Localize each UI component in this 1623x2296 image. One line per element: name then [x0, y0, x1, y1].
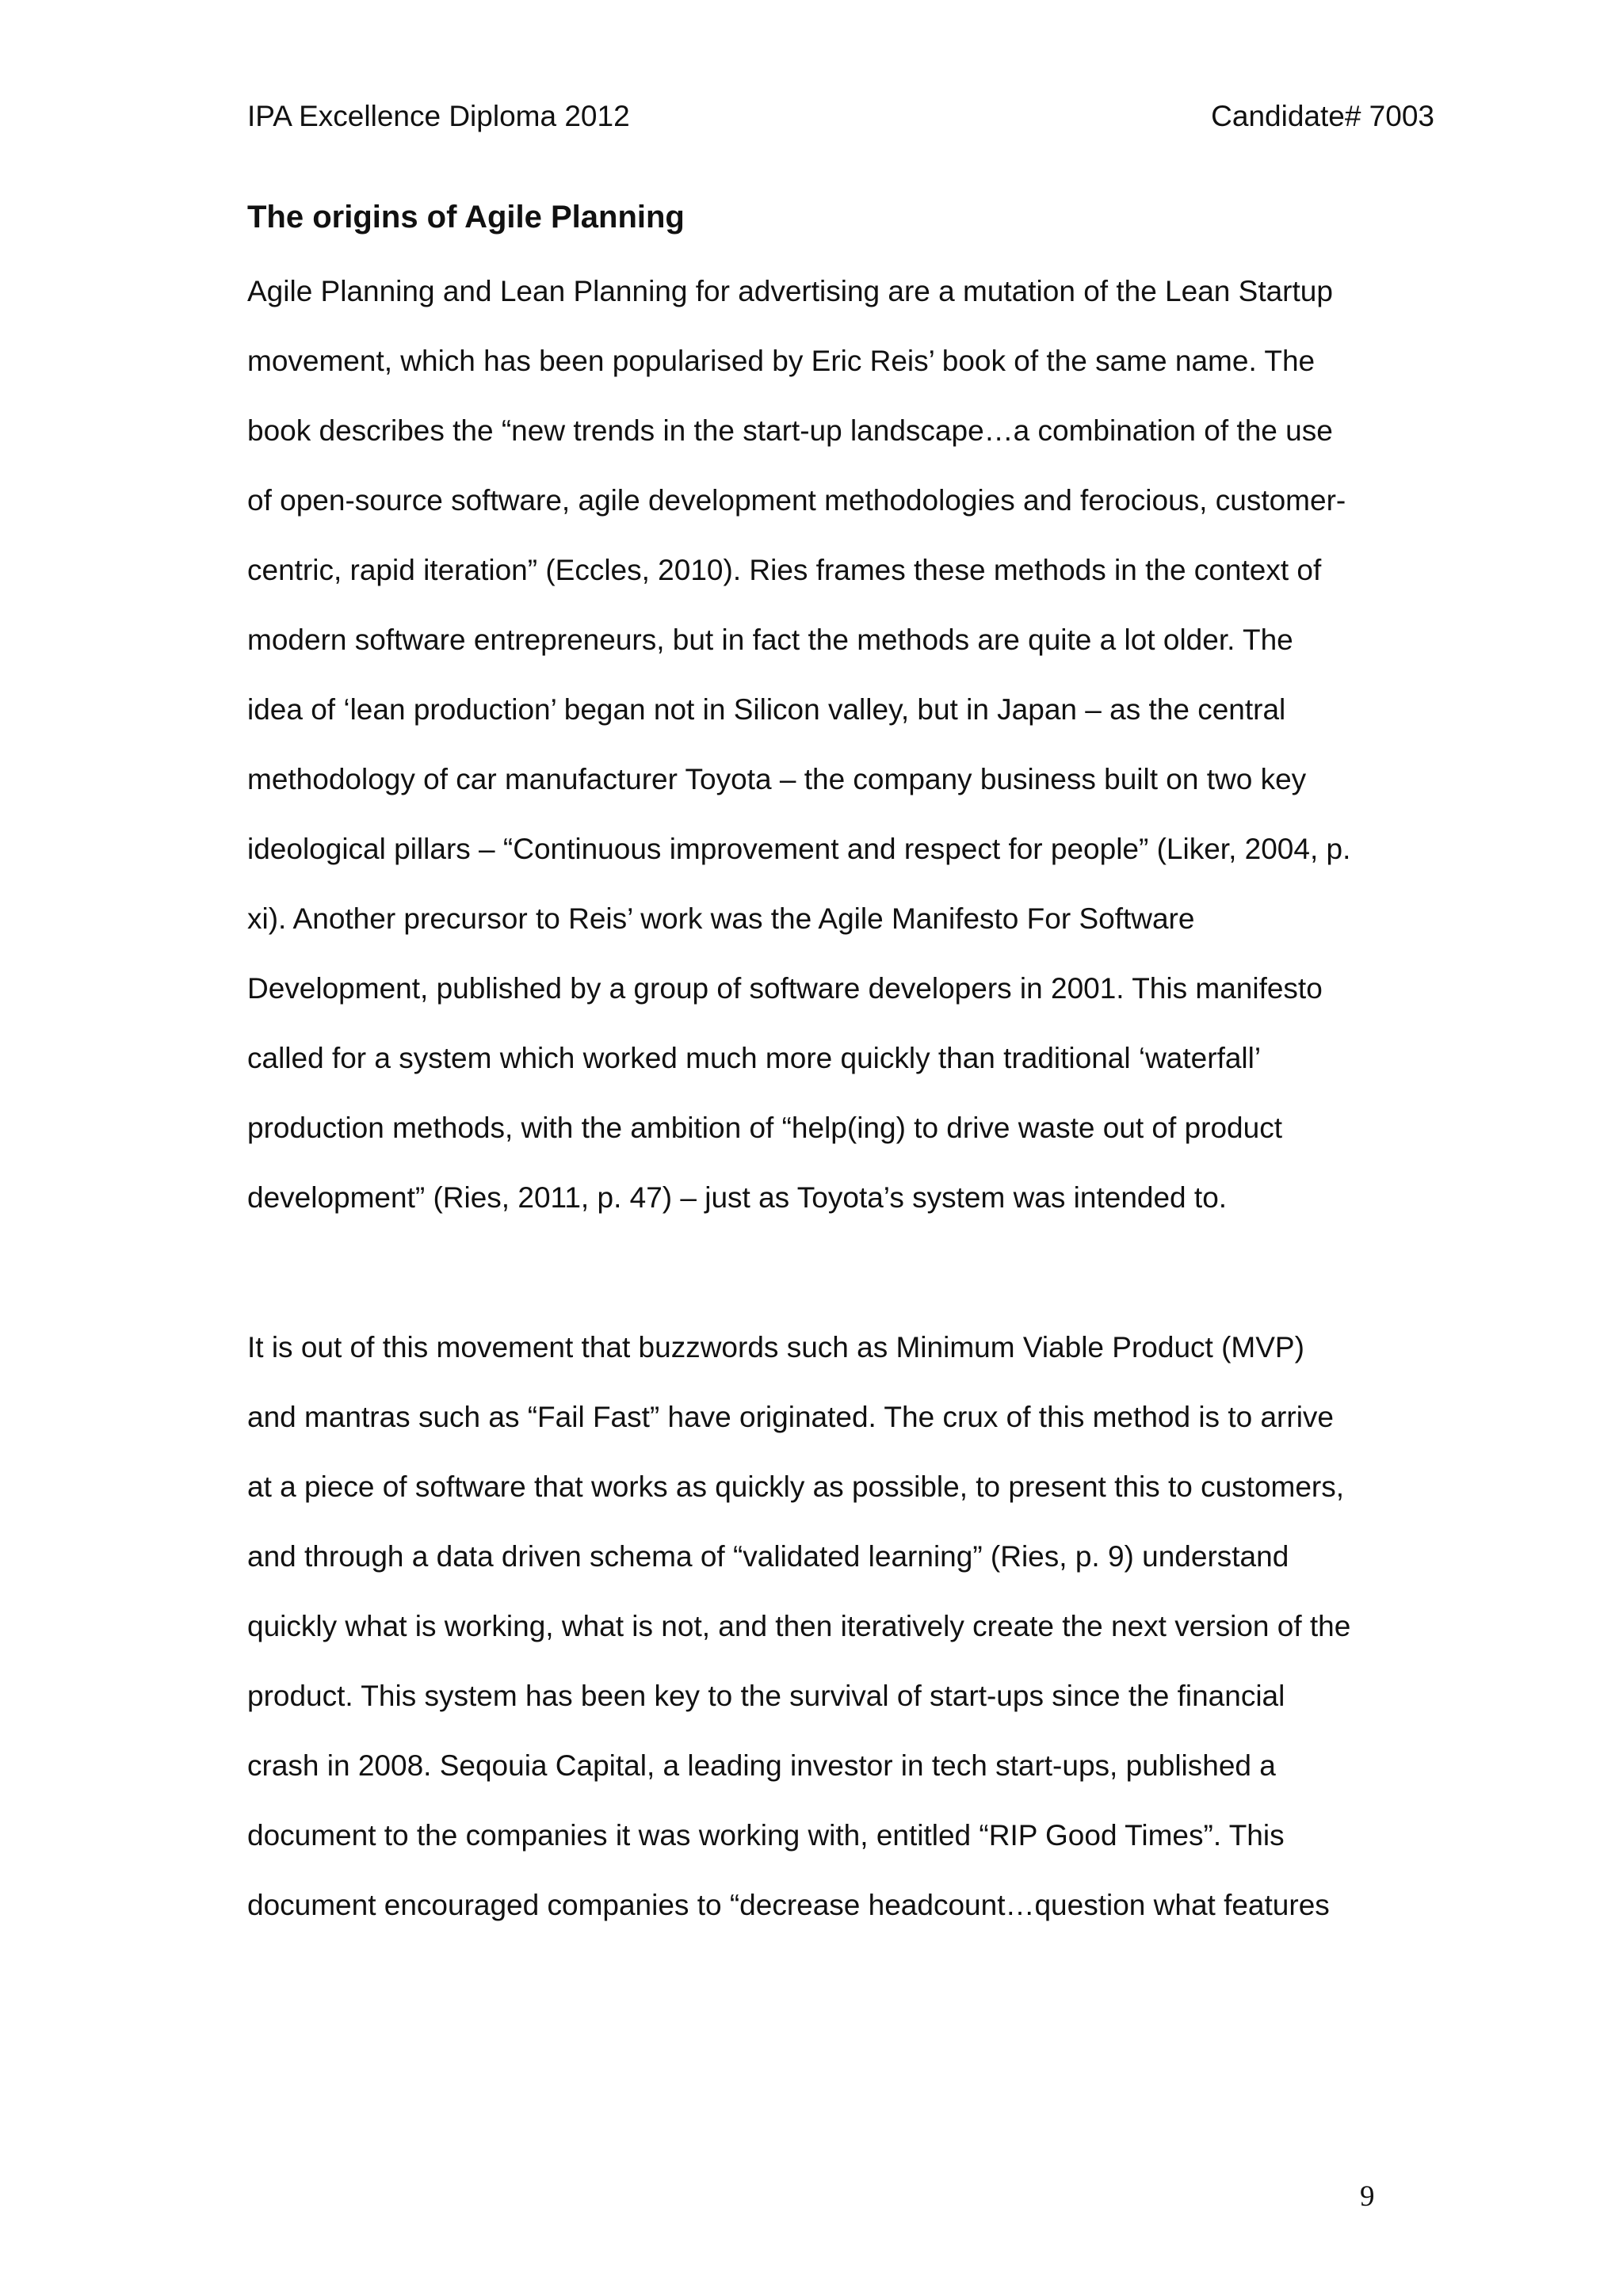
text-line: document to the companies it was working with, entitled “RIP Good Times”. This	[247, 1819, 1285, 1852]
header-course-title: IPA Excellence Diploma 2012	[247, 100, 630, 132]
paragraph-origins	[247, 269, 1420, 1245]
text-line: product. This system has been key to the survival of start-ups since the financial	[247, 1680, 1285, 1712]
text-line: book describes the “new trends in the start-up landscape…a combination of the use	[247, 414, 1333, 447]
header-candidate-number: Candidate# 7003	[1211, 100, 1434, 132]
text-line: xi). Another precursor to Reis’ work was the Agile Manifesto For Software	[247, 902, 1195, 935]
text-line: idea of ‘lean production’ began not in Silicon valley, but in Japan – as the central	[247, 693, 1286, 726]
text-line: ideological pillars – “Continuous improvement and respect for people” (Liker, 2004, p.	[247, 833, 1351, 865]
page-header	[247, 97, 1434, 136]
text-line: It is out of this movement that buzzwords such as Minimum Viable Product (MVP)	[247, 1331, 1304, 1363]
text-line: centric, rapid iteration” (Eccles, 2010). Ries frames these methods in the context of	[247, 554, 1322, 586]
text-line: at a piece of software that works as quickly as possible, to present this to customers,	[247, 1470, 1345, 1503]
text-line: of open-source software, agile development methodologies and ferocious, customer-	[247, 484, 1346, 517]
text-line: and mantras such as “Fail Fast” have originated. The crux of this method is to arrive	[247, 1401, 1334, 1433]
text-line: quickly what is working, what is not, and then iteratively create the next version of the	[247, 1610, 1351, 1642]
text-line: crash in 2008. Seqouia Capital, a leading investor in tech start-ups, published a	[247, 1749, 1276, 1782]
section-title: The origins of Agile Planning	[247, 200, 685, 235]
text-line: document encouraged companies to “decrease headcount…question what features	[247, 1889, 1330, 1921]
paragraph-mvp-movement	[247, 1325, 1420, 1953]
text-line: Agile Planning and Lean Planning for advertising are a mutation of the Lean Startup	[247, 275, 1333, 307]
text-line: methodology of car manufacturer Toyota – the company business built on two key	[247, 763, 1307, 795]
text-line: development” (Ries, 2011, p. 47) – just as Toyota’s system was intended to.	[247, 1181, 1228, 1214]
text-line: movement, which has been popularised by Eric Reis’ book of the same name. The	[247, 345, 1316, 377]
page-number: 9	[1360, 2180, 1375, 2213]
text-line: and through a data driven schema of “validated learning” (Ries, p. 9) understand	[247, 1540, 1289, 1573]
text-line: modern software entrepreneurs, but in fact the methods are quite a lot older. The	[247, 624, 1293, 656]
text-line: Development, published by a group of software developers in 2001. This manifesto	[247, 972, 1323, 1005]
text-line: called for a system which worked much more quickly than traditional ‘waterfall’	[247, 1042, 1262, 1074]
text-line: production methods, with the ambition of “help(ing) to drive waste out of product	[247, 1112, 1282, 1144]
